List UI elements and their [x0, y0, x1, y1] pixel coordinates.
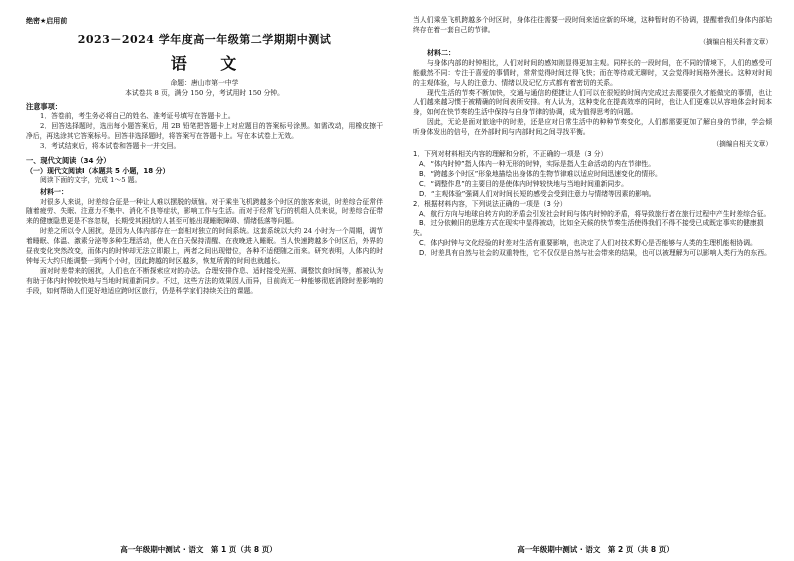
question-1-option: D．“主观体验”强调人们对时间长短的感受会受到注意力与情绪等因素的影响。: [419, 189, 656, 198]
notice-item: 2．回答选择题时，选出每小题答案后，用 2B 铅笔把答题卡上对应题目的答案标号涂黑。如需改动，用橡皮擦干净后，再选涂其它答案标号。回答非选择题时，将答案写在答题卡上。写在本试卷上无效。: [26, 121, 383, 140]
question-2-option: C．体内时钟与文化经验的时差对生活有重要影响，也决定了人们对技术野心是否能够与人类的生理机能相协调。: [419, 239, 757, 248]
material-2-label: 材料二：: [427, 48, 455, 57]
passage-paragraph: 时差之所以令人困扰，是因为人体内部存在一套相对独立的时间系统。这套系统以大约 24 小时为一个周期，调节着睡眠、体温、激素分泌等多种生理活动，使人在白天保持清醒、在夜晚进入睡眠。当人快速跨越多个时区后，外界的昼夜变化突然改变，而体内的时钟却无法立即跟上，两者之间出现错位，各种不适便随之而来。研究表明，人体内的时钟每天大约只能调整一到两个小时，因此跨越的时区越多，恢复所需的时间也就越长。: [26, 227, 383, 265]
page-2-content: [413, 16, 772, 259]
passage-continuation: 当人们乘坐飞机跨越多个时区时，身体往往需要一段时间来适应新的环境，这种暂时的不协调，提醒着我们身体内部始终存在着一套自己的节律。: [413, 16, 772, 34]
material-1-source: （摘编自相关科普文章）: [699, 37, 772, 46]
question-2-option: D．时差具有自然与社会的双重特性，它不仅仅是自然与社会带来的结果，也可以被理解为可以影响人类行为的东西。: [419, 249, 771, 258]
notice-item: 3．考试结束后，将本试卷和答题卡一并交回。: [40, 141, 181, 150]
exam-info: 本试卷共 8 页，满分 150 分，考试用时 150 分钟。: [125, 89, 284, 97]
material-1-label: 材料一：: [40, 187, 68, 196]
passage-paragraph: 面对时差带来的困扰，人们也在不断探索应对的办法。合理安排作息、适时接受光照、调整饮食时间等，都被认为有助于体内时钟较快地与当地时间重新同步。不过，这些方法的效果因人而异，目前尚无一种能够彻底消除时差影响的手段，如何帮助人们更好地适应跨时区旅行，仍是科学家们持续关注的课题。: [26, 266, 383, 295]
notice-title: 注意事项：: [26, 102, 62, 111]
subject-title: 语 文: [170, 54, 251, 73]
question-1-option: C．“调整作息”的主要目的是使体内时钟较快地与当地时间重新同步。: [419, 179, 628, 188]
passage-paragraph: 与身体内部的时钟相比，人们对时间的感知则显得更加主观。同样长的一段时间，在不同的情境下，人们的感受可能截然不同：专注于喜爱的事情时，常常觉得时间过得飞快；而在等待或无聊时，又会觉得时间格外漫长。这种对时间的主观体验，与人的注意力、情绪以及记忆方式都有着密切的关系。: [413, 58, 772, 87]
question-1-option: A．“体内时钟”指人体内一种无形的时钟，实际是指人生命活动的内在节律性。: [419, 159, 655, 168]
page-1-content: [26, 16, 383, 297]
material-2-source: （摘编自相关文章）: [712, 140, 772, 149]
page-1-footer: 高一年级期中测试 · 语文 第 1 页（共 8 页）: [120, 545, 277, 554]
setter-line: 命题：唐山市第一中学: [170, 79, 239, 87]
question-2-option: A．航行方向与地球自转方向的矛盾会引发社会时间与体内时钟的矛盾，将导致旅行者在旅行过程中产生时差综合征。: [419, 209, 771, 218]
passage-paragraph: 对很多人来说，时差综合征是一种让人难以摆脱的烦恼。对于乘坐飞机跨越多个时区的旅客来说，时差综合征常伴随着疲劳、失眠、注意力不集中、消化不良等症状，影响工作与生活。而对于经常飞行的机组人员来说，时差综合征带来的健康隐患更是不容忽视，长期受其困扰的人甚至可能出现睡眠障碍、情绪低落等问题。: [26, 197, 383, 226]
question-1-option: B．“跨越多个时区”形象地描绘出身体的生物节律难以适应时间迅速变化的情形。: [419, 169, 662, 178]
exam-title: 2023－2024 学年度高一年级第二学期期中测试: [77, 33, 332, 46]
passage-paragraph: 因此，无论是面对旅途中的时差，还是应对日常生活中的种种节奏变化，人们都需要更加了解自身的节律，学会倾听身体发出的信号，在外部时间与内部时间之间寻找平衡。: [413, 118, 772, 137]
exam-page-2: [397, 0, 794, 561]
reading-instruction: 阅读下面的文字，完成 1～5 题。: [40, 175, 142, 184]
question-2-stem: 2．根据材料内容，下列说法正确的一项是（3 分）: [413, 199, 567, 208]
secret-label: 绝密★启用前: [26, 17, 68, 25]
subsection-heading: （一）现代文阅读Ⅰ（本题共 5 小题，18 分）: [26, 166, 170, 175]
question-1-stem: 1．下列对材料相关内容的理解和分析，不正确的一项是（3 分）: [413, 150, 608, 159]
passage-paragraph: 现代生活的节奏不断加快，交通与通信的便捷让人们可以在很短的时间内完成过去需要很久才能做完的事情，也让人们越来越习惯于被精确的时间表所安排。有人认为，这种变化在提高效率的同时，也让人们更难以从容地体会时间本身，如何在快节奏的生活中保持与自身节律的协调，成为值得思考的问题。: [413, 88, 772, 117]
section-heading: 一、现代文阅读（34 分）: [26, 155, 111, 165]
question-2-option: B．过分依赖旧的思维方式在现实中显得被动，比如全天候的快节奏生活使得我们不得不接受已成既定事实的健康损失。: [413, 219, 764, 238]
page-2-footer: 高一年级期中测试 · 语文 第 2 页（共 8 页）: [517, 545, 674, 554]
notice-item: 1．答卷前，考生务必将自己的姓名、准考证号填写在答题卡上。: [40, 112, 235, 120]
